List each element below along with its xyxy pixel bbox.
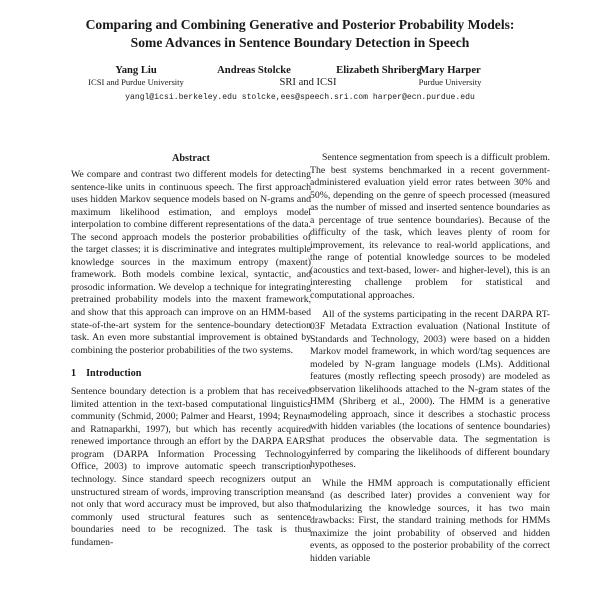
section-heading xyxy=(71,367,311,380)
author-yang-liu xyxy=(80,64,192,88)
author-name: Andreas Stolcke xyxy=(217,65,291,76)
section-title: Introduction xyxy=(86,368,142,380)
paper-title xyxy=(40,16,560,52)
author-name: Yang Liu xyxy=(115,65,157,76)
paragraph: While the HMM approach is computationally efficient and (as described later) provides a convenient way for modularizing the knowledge sources, it has two main drawbacks: First, the standard training methods for HMMs maximize the joint probability of observed and hidden events, as opposed to the posterior probability of the correct hidden variable xyxy=(310,477,550,564)
title-line-2: Some Advances in Sentence Boundary Detection in Speech xyxy=(130,35,470,50)
shared-affiliation: SRI and ICSI xyxy=(279,77,337,88)
right-column xyxy=(310,152,550,566)
paragraph: All of the systems participating in the recent DARPA RT-03F Metadata Extraction evaluation (National Institute of Standards and Technology, 2003) were based on a hidden Markov model framework, in which word/tag sequences are modeled by N-gram language models (LMs). Additional features (mostly reflecting speech prosody) are modeled as observation likelihoods attached to the N-gram states of the HMM (Shriberg et al., 2000). The HMM is a generative modeling approach, since it describes a stochastic process with hidden variables (the locations of sentence boundaries) that produces the observable data. The segmentation is inferred by comparing the likelihoods of different boundary hypotheses. xyxy=(310,308,550,471)
author-affiliation: ICSI and Purdue University xyxy=(88,77,184,87)
author-emails: yangl@icsi.berkeley.edu stolcke,ees@speech.sri.com harper@ecn.purdue.edu xyxy=(125,93,475,102)
author-mary-harper xyxy=(400,64,500,88)
left-column xyxy=(71,152,311,549)
paragraph: Sentence segmentation from speech is a difficult problem. The best systems benchmarked in a recent government-administered evaluation yield error rates between 30% and 50%, depending on the genre of speech processed (measured as the number of missed and inserted sentence boundaries as a percentage of true sentence boundaries). Because of the difficulty of the task, which leaves plenty of room for improvement, its relevance to real-world applications, and the range of potential knowledge sources to be modeled (acoustics and text-based, lower- and higher-level), this is an interesting challenge problem for statistical and computational approaches. xyxy=(310,152,550,302)
abstract-heading: Abstract xyxy=(172,153,210,164)
author-affiliation: Purdue University xyxy=(418,77,482,87)
abstract-text: We compare and contrast two different models for detecting sentence-like units in continuous speech. The first approach uses hidden Markov sequence models based on N-grams and maximum likelihood estimation, and employs model interpolation to combine different representations of the data. The second approach models the posterior probabilities of the target classes; it is discriminative and integrates multiple knowledge sources in the maximum entropy (maxent) framework. Both models combine lexical, syntactic, and prosodic information. We develop a technique for integrating pretrained probability models into the maxent framework, and show that this approach can improve on an HMM-based state-of-the-art system for the sentence-boundary detection task. An even more substantial improvement is obtained by combining the posterior probabilities of the two systems. xyxy=(71,169,311,356)
introduction-text: Sentence boundary detection is a problem that has received limited attention in the text-based computational linguistics community (Schmid, 2000; Palmer and Hearst, 1994; Reynar and Ratnaparkhi, 1997), but which has recently acquired renewed importance through an effort by the DARPA EARS program (DARPA Information Processing Technology Office, 2003) to improve automatic speech transcription technology. Since standard speech recognizers output an unstructured stream of words, improving transcription means not only that word accuracy must be improved, but also that commonly used structural features such as sentence boundaries need to be recognized. The task is thus fundamen- xyxy=(71,386,311,548)
author-name: Elizabeth Shriberg xyxy=(336,65,422,76)
author-name: Mary Harper xyxy=(419,65,481,76)
title-line-1: Comparing and Combining Generative and Posterior Probability Models: xyxy=(85,17,515,32)
section-number: 1 xyxy=(71,368,77,380)
